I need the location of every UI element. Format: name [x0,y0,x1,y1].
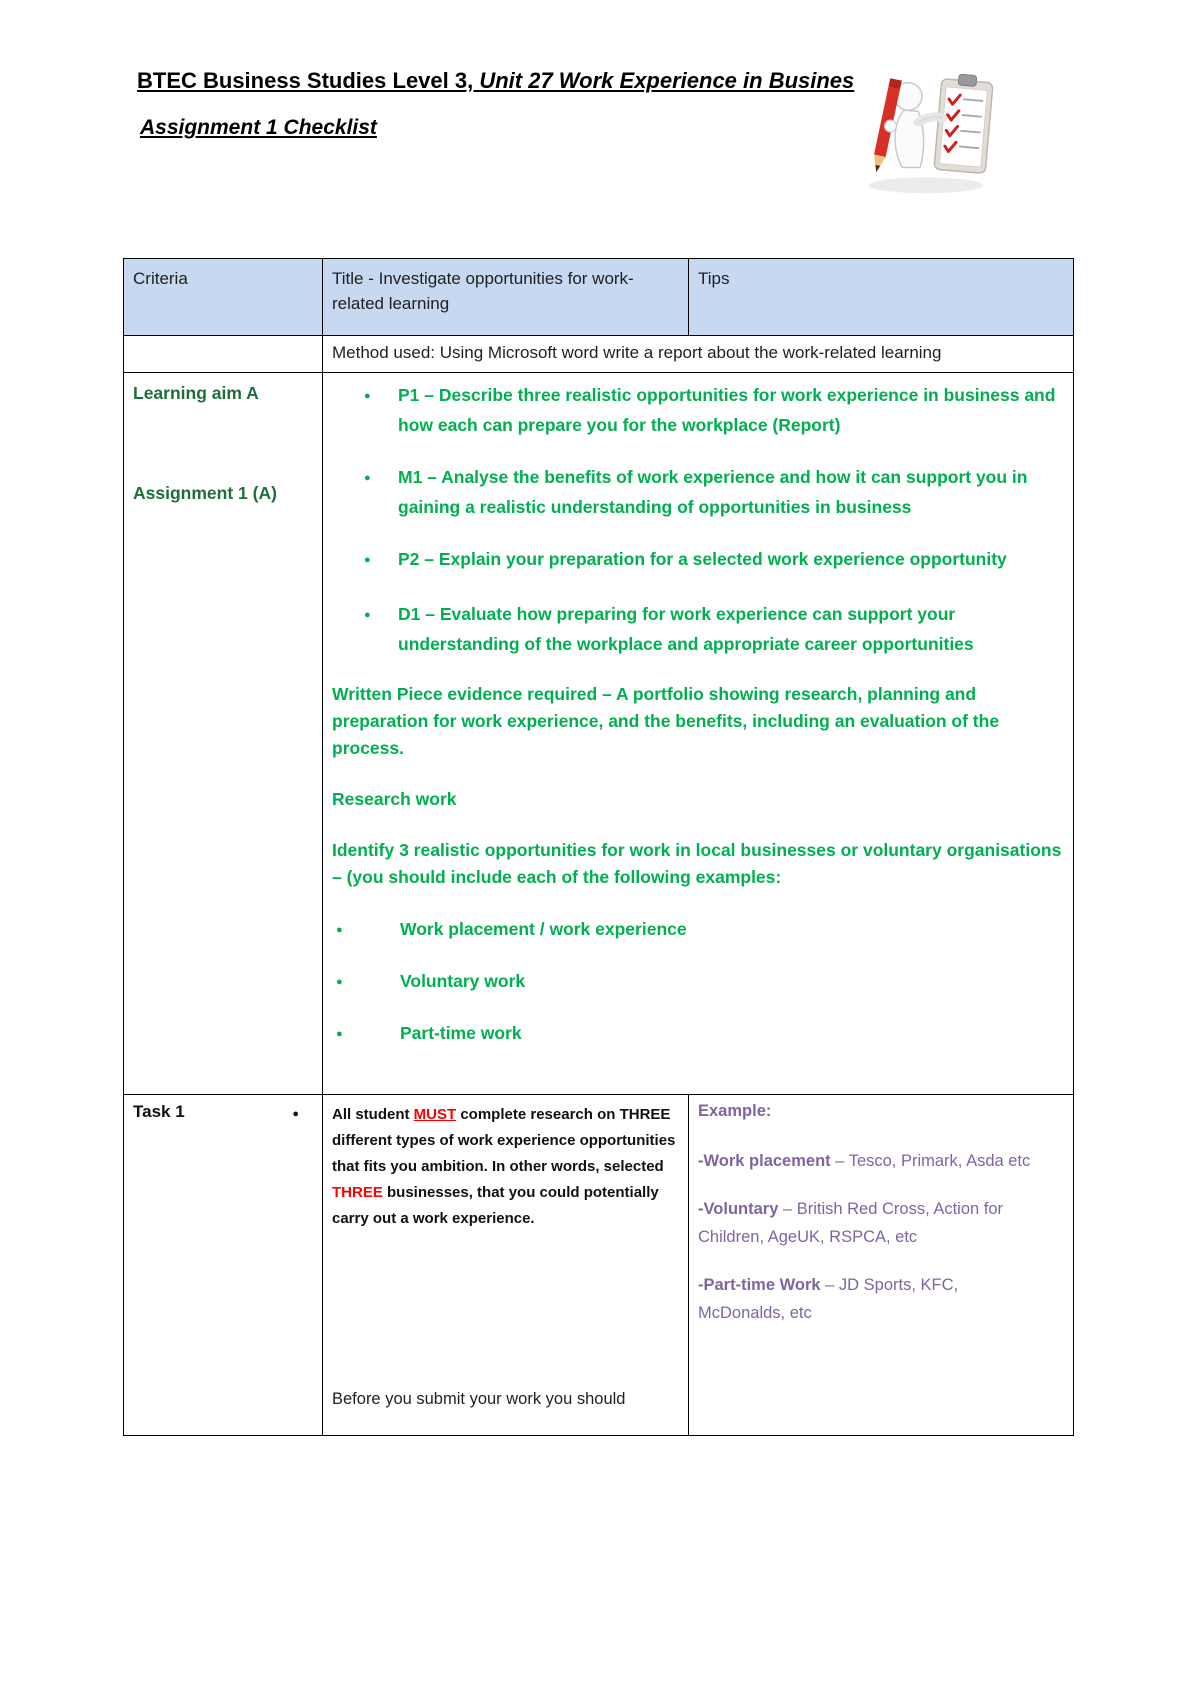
bullet-icon [364,599,376,659]
bullet-icon [364,462,376,522]
criteria-text: D1 – Evaluate how preparing for work experience can support your understanding of the workplace and appropriate career opportunities [398,604,974,654]
work-type-text: Work placement / work experience [400,919,687,939]
title-regular-part: BTEC Business Studies Level 3, [137,68,480,93]
document-title [137,68,854,94]
criteria-text: P2 – Explain your preparation for a selected work experience opportunity [398,549,1007,569]
work-types-bullet-list [332,915,1064,1050]
task-text: businesses, that you could potentially carry out a work experience. [332,1184,659,1227]
task-footer-text: Before you submit your work you should [332,1390,626,1408]
bullet-icon [292,1102,299,1120]
example-heading: Example: [698,1102,772,1120]
tips-item-rest: – JD Sports, KFC, McDonalds, etc [698,1276,959,1322]
assignment-checklist-table [123,258,1074,1436]
criteria-text: P1 – Describe three realistic opportunities for work experience in business and how each can prepare you for the workplace (Report) [398,385,1056,435]
method-cell: Method used: Using Microsoft word write a report about the work-related learning [323,336,1074,373]
task-text: All student [332,1106,414,1123]
work-type-item [332,1019,1064,1050]
task-label-cell [124,1095,323,1436]
work-type-text: Part-time work [400,1023,522,1043]
learning-aim-label: Learning aim A [133,383,259,403]
tips-item-lead: -Voluntary [698,1200,779,1218]
checklist-clipart-image [845,64,1003,196]
tips-item [698,1195,1038,1251]
criteria-bullet-item [332,599,1064,659]
criteria-bullet-item [332,462,1064,522]
tips-item-lead: -Work placement [698,1152,831,1170]
task-label: Task 1 [133,1102,185,1121]
must-highlight: MUST [413,1106,457,1123]
identify-paragraph: Identify 3 realistic opportunities for work in local businesses or voluntary organisations – (you should include each of the following examples: [332,840,1062,887]
clipboard-icon [934,73,994,174]
bullet-icon [364,380,376,440]
task-instruction [332,1102,677,1232]
work-type-item [332,967,1064,998]
task-row [124,1095,1074,1436]
bullet-icon [364,544,376,577]
work-type-item [332,915,1064,946]
learning-aim-content-cell [323,373,1074,1095]
header-cell-criteria: Criteria [124,259,323,336]
learning-aim-label-cell [124,373,323,1095]
header-cell-title: Title - Investigate opportunities for work-related learning [323,259,689,336]
method-row [124,336,1074,373]
header-cell-tips: Tips [689,259,1074,336]
learning-aim-row [124,373,1074,1095]
tips-item-lead: -Part-time Work [698,1276,821,1294]
criteria-bullet-list [332,380,1064,659]
three-highlight: THREE [332,1184,383,1201]
bullet-icon [336,967,348,998]
work-type-text: Voluntary work [400,971,526,991]
bullet-icon [336,915,348,946]
criteria-text: M1 – Analyse the benefits of work experience and how it can support you in gaining a realistic understanding of opportunities in business [398,467,1028,517]
criteria-bullet-item [332,544,1064,577]
document-subtitle: Assignment 1 Checklist [140,116,377,139]
criteria-bullet-item [332,380,1064,440]
assignment-label: Assignment 1 (A) [133,483,277,503]
research-work-heading: Research work [332,789,457,809]
table-header-row [124,259,1074,336]
tips-cell [689,1095,1074,1436]
bullet-icon [336,1019,348,1050]
tips-item-rest: – British Red Cross, Action for Children, AgeUK, RSPCA, etc [698,1200,1004,1246]
evidence-paragraph: Written Piece evidence required – A portfolio showing research, planning and preparation for work experience, and the benefits, including an evaluation of the process. [332,684,1000,758]
title-italic-part: Unit 27 Work Experience in Busines [479,68,855,93]
tips-item [698,1271,1038,1327]
task-text: complete research on THREE different types of work experience opportunities that fits you ambition. In other words, selected [332,1106,676,1175]
task-body-cell [323,1095,689,1436]
tips-item-rest: – Tesco, Primark, Asda etc [830,1152,1031,1170]
tips-item [698,1147,1038,1175]
empty-cell [124,336,323,373]
